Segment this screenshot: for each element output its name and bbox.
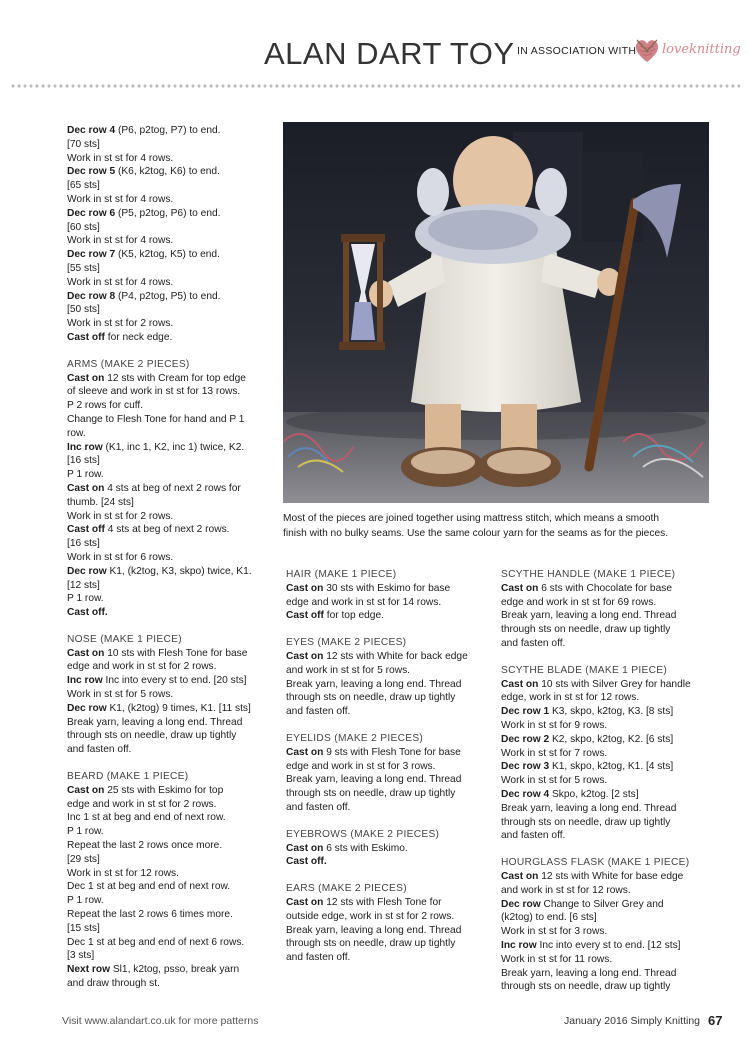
pattern-line xyxy=(67,152,272,166)
instruction-keyword: Dec row xyxy=(501,898,541,910)
pattern-line xyxy=(501,939,706,953)
section-heading: BEARD (MAKE 1 PIECE) xyxy=(67,771,189,783)
pattern-line xyxy=(67,523,272,537)
instruction-text: Break yarn, leaving a long end. Thread xyxy=(286,774,462,786)
pattern-line xyxy=(67,798,272,812)
instruction-text: 10 sts with Flesh Tone for base xyxy=(104,647,248,659)
caption-line: Most of the pieces are joined together using mattress stitch, which means a smooth xyxy=(283,513,659,524)
pattern-line xyxy=(67,784,272,798)
instruction-keyword: Cast on xyxy=(501,678,539,690)
pattern-line xyxy=(67,936,272,950)
pattern-line xyxy=(67,482,272,496)
pattern-line xyxy=(501,678,706,692)
pattern-line xyxy=(286,609,486,623)
pattern-line xyxy=(501,829,706,843)
instruction-text: Inc into every st to end. [12 sts] xyxy=(536,939,681,951)
pattern-line xyxy=(67,276,272,290)
pattern-line xyxy=(67,179,272,193)
pattern-line xyxy=(67,317,272,331)
instruction-text: [16 sts] xyxy=(67,538,100,550)
pattern-line xyxy=(67,908,272,922)
pattern-line xyxy=(67,592,272,606)
pattern-line xyxy=(67,496,272,510)
pattern-line xyxy=(501,953,706,967)
instruction-text: 30 sts with Eskimo for base xyxy=(323,582,451,594)
pattern-line xyxy=(67,674,272,688)
pattern-line xyxy=(286,924,486,938)
instruction-text: [50 sts] xyxy=(67,304,100,316)
pattern-line xyxy=(286,678,486,692)
instruction-text: (P5, p2tog, P6) to end. xyxy=(115,207,221,219)
instruction-keyword: Cast on xyxy=(286,582,324,594)
instruction-keyword: Dec row 4 xyxy=(501,788,550,800)
instruction-text: and work in st st for 12 rows. xyxy=(501,884,631,896)
instruction-keyword: Cast on xyxy=(286,746,324,758)
pattern-line xyxy=(286,582,486,596)
instruction-keyword: Inc row xyxy=(501,939,537,951)
pattern-line xyxy=(67,922,272,936)
pattern-line xyxy=(67,193,272,207)
pattern-line xyxy=(501,884,706,898)
instruction-text: Break yarn, leaving a long end. Thread xyxy=(286,924,462,936)
pattern-line xyxy=(286,910,486,924)
instruction-text: (K6, k2tog, K6) to end. xyxy=(115,166,220,178)
instruction-text: [3 sts] xyxy=(67,950,95,962)
caption-line: finish with no bulky seams. Use the same colour yarn for the seams as for the pieces. xyxy=(283,527,669,539)
instruction-text: through sts on needle, draw up tightly xyxy=(501,624,671,636)
pattern-line xyxy=(501,747,706,761)
instruction-text: Break yarn, leaving a long end. Thread xyxy=(501,967,677,979)
pattern-line xyxy=(67,468,272,482)
instruction-text: Skpo, k2tog. [2 sts] xyxy=(549,788,639,800)
pattern-line xyxy=(67,399,272,413)
instruction-text: Work in st st for 7 rows. xyxy=(501,747,608,759)
brand-logo: loveknitting xyxy=(662,42,741,57)
instruction-text: P 1 row. xyxy=(67,826,104,838)
pattern-line xyxy=(67,413,272,427)
instruction-text: through sts on needle, draw up tightly xyxy=(501,816,671,828)
pattern-line xyxy=(67,880,272,894)
instruction-text: K2, skpo, k2tog, K2. [6 sts] xyxy=(549,733,674,745)
pattern-line xyxy=(67,867,272,881)
instruction-text: [15 sts] xyxy=(67,922,100,934)
pattern-line xyxy=(67,248,272,262)
pattern-line xyxy=(501,898,706,912)
photo-caption xyxy=(283,512,713,541)
instruction-text: K1, skpo, k2tog, K1. [4 sts] xyxy=(549,761,674,773)
pattern-column-1 xyxy=(67,124,272,991)
instruction-keyword: Dec row 2 xyxy=(501,733,550,745)
pattern-line xyxy=(501,788,706,802)
pattern-line xyxy=(286,760,486,774)
instruction-text: edge, work in st st for 12 rows. xyxy=(501,692,640,704)
pattern-line xyxy=(67,537,272,551)
instruction-text: Inc into every st to end. [20 sts] xyxy=(102,675,247,687)
instruction-text: edge and work in st st for 14 rows. xyxy=(286,596,442,608)
pattern-line xyxy=(286,842,486,856)
dotted-divider xyxy=(10,84,740,88)
instruction-text: 10 sts with Silver Grey for handle xyxy=(538,678,691,690)
instruction-text: row. xyxy=(67,427,86,439)
instruction-text: Work in st st for 4 rows. xyxy=(67,276,174,288)
section-heading: EYEBROWS (MAKE 2 PIECES) xyxy=(286,828,440,840)
instruction-text: edge and work in st st for 2 rows. xyxy=(67,798,217,810)
pattern-line xyxy=(286,951,486,965)
instruction-text: of sleeve and work in st st for 13 rows. xyxy=(67,386,241,398)
instruction-keyword: Dec row 4 xyxy=(67,125,116,136)
pattern-line xyxy=(501,760,706,774)
pattern-line xyxy=(501,596,706,610)
pattern-line xyxy=(286,896,486,910)
section-heading: SCYTHE HANDLE (MAKE 1 PIECE) xyxy=(501,569,676,580)
pattern-line xyxy=(67,963,272,977)
pattern-line xyxy=(501,816,706,830)
instruction-keyword: Dec row 1 xyxy=(501,706,550,718)
section-heading: HAIR (MAKE 1 PIECE) xyxy=(286,569,397,580)
instruction-text: Work in st st for 2 rows. xyxy=(67,318,174,330)
pattern-line xyxy=(501,637,706,651)
pattern-line xyxy=(67,565,272,579)
pattern-line xyxy=(501,980,706,994)
instruction-text: through sts on needle, draw up tightly xyxy=(286,692,456,704)
pattern-line xyxy=(67,510,272,524)
footer-issue: January 2016 Simply Knitting xyxy=(564,1015,700,1027)
instruction-text: [70 sts] xyxy=(67,138,100,150)
instruction-text: (P4, p2tog, P5) to end. xyxy=(115,290,221,302)
pattern-line xyxy=(67,262,272,276)
section-heading: EYELIDS (MAKE 2 PIECES) xyxy=(286,732,424,744)
instruction-text: P 1 row. xyxy=(67,469,104,481)
instruction-text: edge and work in st st for 2 rows. xyxy=(67,661,217,673)
instruction-text: P 1 row. xyxy=(67,593,104,605)
pattern-column-3 xyxy=(501,568,706,994)
instruction-text: through sts on needle, draw up tightly xyxy=(67,730,237,742)
instruction-text: and fasten off. xyxy=(67,744,132,756)
pattern-line xyxy=(67,688,272,702)
instruction-text: P 1 row. xyxy=(67,895,104,907)
pattern-line xyxy=(501,719,706,733)
instruction-text: (k2tog) to end. [6 sts] xyxy=(501,912,597,924)
instruction-text: through sts on needle, draw up tightly xyxy=(286,788,456,800)
pattern-line xyxy=(67,221,272,235)
pattern-line xyxy=(67,839,272,853)
instruction-text: thumb. [24 sts] xyxy=(67,496,134,508)
pattern-line xyxy=(286,937,486,951)
instruction-text: edge and work in st st for 69 rows. xyxy=(501,596,657,608)
instruction-text: [12 sts] xyxy=(67,579,100,591)
instruction-text: P 2 rows for cuff. xyxy=(67,400,144,412)
section-heading: NOSE (MAKE 1 PIECE) xyxy=(67,633,182,645)
pattern-line xyxy=(67,441,272,455)
instruction-text: Work in st st for 11 rows. xyxy=(501,953,613,965)
instruction-text: (K5, k2tog, K5) to end. xyxy=(115,249,220,261)
instruction-text: and fasten off. xyxy=(286,952,351,964)
instruction-text: 4 sts at beg of next 2 rows for xyxy=(104,482,241,494)
instruction-keyword: Cast off xyxy=(286,610,324,622)
pattern-line xyxy=(286,705,486,719)
instruction-text: 12 sts with White for back edge xyxy=(323,650,468,662)
pattern-line xyxy=(67,385,272,399)
instruction-text: K3, skpo, k2tog, K3. [8 sts] xyxy=(549,706,674,718)
instruction-keyword: Dec row 6 xyxy=(67,207,116,219)
section-heading: EARS (MAKE 2 PIECES) xyxy=(286,883,407,895)
pattern-line xyxy=(501,802,706,816)
pattern-line xyxy=(286,596,486,610)
pattern-line xyxy=(67,427,272,441)
pattern-line xyxy=(501,623,706,637)
page-number: 67 xyxy=(708,1013,723,1028)
instruction-keyword: Inc row xyxy=(67,675,103,687)
instruction-text: K1, (k2tog) 9 times, K1. [11 sts] xyxy=(106,702,251,714)
instruction-text: Work in st st for 3 rows. xyxy=(501,926,608,938)
pattern-line xyxy=(67,551,272,565)
instruction-text: [16 sts] xyxy=(67,455,100,467)
instruction-keyword: Cast off. xyxy=(67,607,108,619)
pattern-line xyxy=(67,729,272,743)
instruction-text: 12 sts with Cream for top edge xyxy=(104,372,246,384)
pattern-line xyxy=(286,787,486,801)
section-heading: SCYTHE BLADE (MAKE 1 PIECE) xyxy=(501,664,668,676)
pattern-line xyxy=(67,303,272,317)
instruction-keyword: Cast on xyxy=(501,870,539,882)
pattern-line xyxy=(67,853,272,867)
pattern-line xyxy=(67,894,272,908)
pattern-line xyxy=(286,691,486,705)
instruction-text: 6 sts with Eskimo. xyxy=(323,842,408,854)
toy-photo xyxy=(283,122,709,503)
section-heading: ARMS (MAKE 2 PIECES) xyxy=(67,358,190,370)
instruction-text: Break yarn, leaving a long end. Thread xyxy=(67,716,243,728)
instruction-keyword: Dec row xyxy=(67,702,107,714)
pattern-line xyxy=(67,454,272,468)
instruction-keyword: Dec row 3 xyxy=(501,761,550,773)
footer-website-link[interactable]: Visit www.alandart.co.uk for more patterns xyxy=(62,1015,259,1027)
pattern-line xyxy=(67,138,272,152)
pattern-line xyxy=(501,967,706,981)
pattern-line xyxy=(67,647,272,661)
instruction-text: for neck edge. xyxy=(104,331,173,343)
instruction-text: and draw through st. xyxy=(67,978,160,990)
instruction-text: Dec 1 st at beg and end of next row. xyxy=(67,881,231,893)
pattern-line xyxy=(501,582,706,596)
instruction-text: Work in st st for 5 rows. xyxy=(67,689,174,701)
instruction-text: and fasten off. xyxy=(501,830,566,842)
instruction-text: 12 sts with Flesh Tone for xyxy=(323,896,442,908)
instruction-text: Work in st st for 4 rows. xyxy=(67,235,174,247)
instruction-text: Change to Flesh Tone for hand and P 1 xyxy=(67,413,245,425)
instruction-keyword: Cast off xyxy=(67,331,105,343)
pattern-line xyxy=(67,660,272,674)
instruction-text: Work in st st for 4 rows. xyxy=(67,152,174,164)
instruction-text: and fasten off. xyxy=(286,706,351,718)
instruction-keyword: Cast on xyxy=(286,650,324,662)
instruction-keyword: Inc row xyxy=(67,441,103,453)
instruction-text: [29 sts] xyxy=(67,853,100,865)
instruction-text: [55 sts] xyxy=(67,262,100,274)
instruction-keyword: Cast on xyxy=(67,784,105,796)
instruction-text: Work in st st for 5 rows. xyxy=(501,775,608,787)
instruction-text: (K1, inc 1, K2, inc 1) twice, K2. xyxy=(102,441,245,453)
pattern-line xyxy=(67,702,272,716)
instruction-keyword: Cast on xyxy=(67,482,105,494)
instruction-keyword: Dec row xyxy=(67,565,107,577)
pattern-line xyxy=(67,606,272,620)
pattern-line xyxy=(286,664,486,678)
instruction-keyword: Cast on xyxy=(286,896,324,908)
instruction-text: Dec 1 st at beg and end of next 6 rows. xyxy=(67,936,245,948)
pattern-line xyxy=(286,801,486,815)
instruction-text: Repeat the last 2 rows once more. xyxy=(67,840,223,852)
pattern-column-2 xyxy=(286,568,486,965)
instruction-text: for top edge. xyxy=(323,610,384,622)
pattern-line xyxy=(501,925,706,939)
pattern-line xyxy=(67,372,272,386)
instruction-text: and fasten off. xyxy=(501,637,566,649)
pattern-line xyxy=(501,691,706,705)
instruction-text: edge and work in st st for 3 rows. xyxy=(286,760,436,772)
instruction-keyword: Cast on xyxy=(67,647,105,659)
pattern-line xyxy=(501,911,706,925)
pattern-line xyxy=(67,165,272,179)
pattern-line xyxy=(67,290,272,304)
instruction-text: Work in st st for 2 rows. xyxy=(67,510,174,522)
pattern-line xyxy=(67,949,272,963)
pattern-line xyxy=(286,650,486,664)
instruction-keyword: Dec row 8 xyxy=(67,290,116,302)
instruction-text: 25 sts with Eskimo for top xyxy=(104,784,224,796)
instruction-text: Break yarn, leaving a long end. Thread xyxy=(501,610,677,622)
pattern-line xyxy=(501,609,706,623)
instruction-keyword: Cast on xyxy=(501,582,539,594)
instruction-text: Work in st st for 12 rows. xyxy=(67,867,179,879)
pattern-line xyxy=(67,579,272,593)
instruction-keyword: Cast off. xyxy=(286,856,327,868)
pattern-line xyxy=(67,124,272,138)
pattern-line xyxy=(67,234,272,248)
instruction-text: Inc 1 st at beg and end of next row. xyxy=(67,812,226,824)
pattern-line xyxy=(501,870,706,884)
instruction-text: (P6, p2tog, P7) to end. xyxy=(115,125,221,136)
instruction-keyword: Cast on xyxy=(286,842,324,854)
pattern-line xyxy=(67,331,272,345)
pattern-line xyxy=(286,773,486,787)
instruction-text: Work in st st for 9 rows. xyxy=(501,719,608,731)
instruction-text: 9 sts with Flesh Tone for base xyxy=(323,746,461,758)
instruction-text: Sl1, k2tog, psso, break yarn xyxy=(110,964,240,976)
pattern-line xyxy=(67,716,272,730)
pattern-line xyxy=(501,733,706,747)
instruction-text: [65 sts] xyxy=(67,180,100,192)
instruction-text: [60 sts] xyxy=(67,221,100,233)
pattern-line xyxy=(67,743,272,757)
instruction-text: 6 sts with Chocolate for base xyxy=(538,582,672,594)
instruction-text: 4 sts at beg of next 2 rows. xyxy=(104,524,230,536)
instruction-text: K1, (k2tog, K3, skpo) twice, K1. xyxy=(106,565,252,577)
pattern-line xyxy=(286,855,486,869)
instruction-text: Change to Silver Grey and xyxy=(540,898,664,910)
section-heading: HOURGLASS FLASK (MAKE 1 PIECE) xyxy=(501,857,690,869)
instruction-keyword: Next row xyxy=(67,964,111,976)
instruction-text: and fasten off. xyxy=(286,801,351,813)
association-label: IN ASSOCIATION WITH xyxy=(517,45,637,57)
pattern-line xyxy=(67,825,272,839)
instruction-keyword: Cast off xyxy=(67,524,105,536)
pattern-line xyxy=(501,705,706,719)
instruction-text: through sts on needle, draw up tightly xyxy=(286,938,456,950)
instruction-keyword: Dec row 5 xyxy=(67,166,116,178)
page-title: ALAN DART TOY xyxy=(264,36,515,71)
instruction-text: Break yarn, leaving a long end. Thread xyxy=(286,678,462,690)
pattern-line xyxy=(286,746,486,760)
instruction-keyword: Cast on xyxy=(67,372,105,384)
instruction-text: Work in st st for 4 rows. xyxy=(67,193,174,205)
pattern-line xyxy=(67,977,272,991)
instruction-text: Repeat the last 2 rows 6 times more. xyxy=(67,909,233,921)
instruction-keyword: Dec row 7 xyxy=(67,249,116,261)
yarn-heart-icon xyxy=(633,38,661,64)
pattern-line xyxy=(67,811,272,825)
instruction-text: Break yarn, leaving a long end. Thread xyxy=(501,802,677,814)
section-heading: EYES (MAKE 2 PIECES) xyxy=(286,637,407,649)
instruction-text: through sts on needle, draw up tightly xyxy=(501,981,671,993)
pattern-line xyxy=(67,207,272,221)
instruction-text: outside edge, work in st st for 2 rows. xyxy=(286,910,455,922)
instruction-text: 12 sts with White for base edge xyxy=(538,870,684,882)
instruction-text: and work in st st for 5 rows. xyxy=(286,664,410,676)
pattern-line xyxy=(501,774,706,788)
instruction-text: Work in st st for 6 rows. xyxy=(67,551,174,563)
